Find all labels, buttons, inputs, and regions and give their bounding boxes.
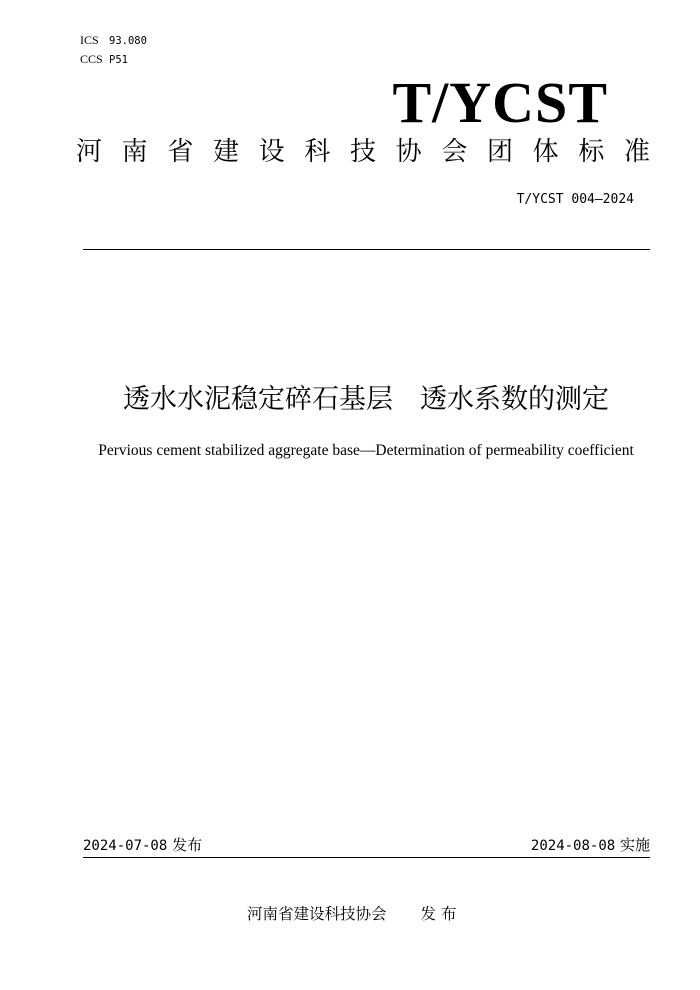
standard-code-logo: T/YCST [392, 70, 608, 135]
title-english: Pervious cement stabilized aggregate base—Determination of permeability coefficient [98, 442, 634, 459]
ics-value: 93.080 [109, 35, 147, 47]
ccs-line [80, 52, 128, 67]
header-divider [83, 249, 650, 250]
footer-divider [83, 857, 650, 858]
ccs-value: P51 [109, 54, 128, 66]
ccs-label: CCS [80, 52, 103, 66]
implementation-date-block [531, 835, 650, 856]
issuer-name: 河南省建设科技协会 [247, 905, 387, 923]
ics-label: ICS [80, 33, 99, 47]
issuer-action: 发 布 [420, 905, 457, 923]
implementation-label: 实施 [619, 836, 650, 854]
title-chinese: 透水水泥稳定碎石基层 透水系数的测定 [123, 384, 609, 415]
implementation-date: 2024-08-08 [530, 838, 616, 854]
issuer-block [247, 904, 456, 924]
standard-number: T/YCST 004—2024 [516, 192, 634, 207]
publication-label: 发布 [172, 836, 203, 854]
publication-date-block [83, 835, 202, 856]
ics-line [80, 33, 147, 48]
organization-standard-title: 河南省建设科技协会团体标准 [76, 137, 650, 167]
publication-date: 2024-07-08 [83, 838, 168, 854]
